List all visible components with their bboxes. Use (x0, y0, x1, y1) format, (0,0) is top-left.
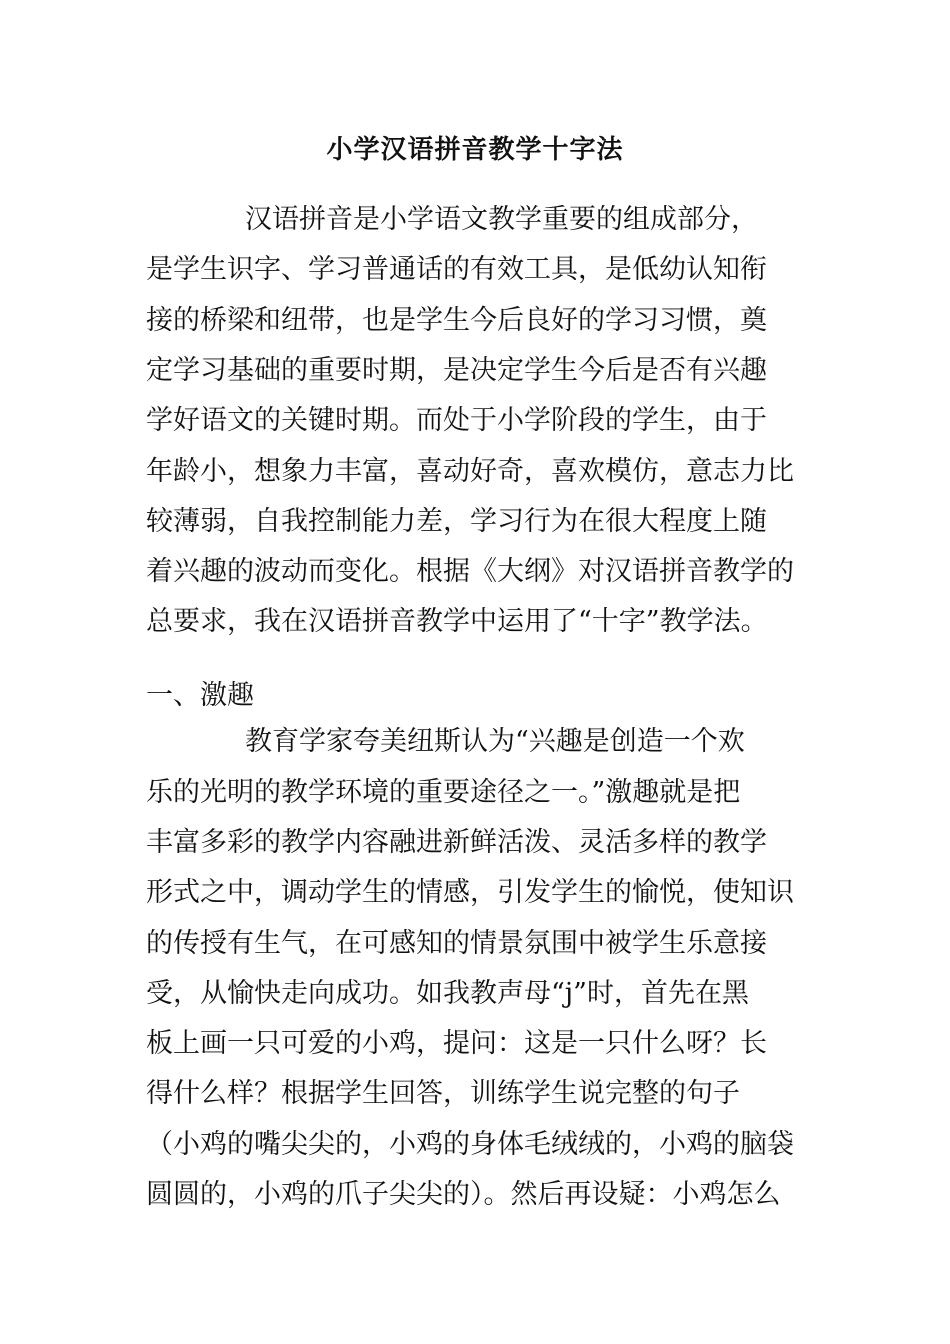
intro-line-1: 汉语拼音是小学语文教学重要的组成部分， (245, 204, 758, 235)
section-line-6: 受，从愉快走向成功。如我教声母“j”时，首先在黑 (146, 978, 749, 1009)
intro-line-6: 年龄小，想象力丰富，喜动好奇，喜欢模仿，意志力比 (146, 456, 794, 487)
intro-line-9: 总要求，我在汉语拼音教学中运用了“十字”教学法。 (146, 606, 768, 637)
section-line-4: 形式之中，调动学生的情感，引发学生的愉悦，使知识 (146, 877, 794, 908)
intro-line-7: 较薄弱，自我控制能力差，学习行为在很大程度上随 (146, 506, 767, 537)
section-line-10: 圆圆的，小鸡的爪子尖尖的）。然后再设疑：小鸡怎么 (146, 1179, 781, 1210)
section-heading: 一、激趣 (146, 680, 254, 711)
document-title: 小学汉语拼音教学十字法 (326, 135, 624, 165)
intro-line-4: 定学习基础的重要时期，是决定学生今后是否有兴趣 (146, 355, 767, 386)
section-line-5: 的传授有生气，在可感知的情景氛围中被学生乐意接 (146, 928, 767, 959)
section-line-2: 乐的光明的教学环境的重要途径之一。”激趣就是把 (146, 777, 741, 808)
section-line-1: 教育学家夸美纽斯认为“兴趣是创造一个欢 (245, 726, 745, 757)
intro-line-3: 接的桥梁和纽带，也是学生今后良好的学习习惯，奠 (146, 305, 767, 336)
intro-line-5: 学好语文的关键时期。而处于小学阶段的学生，由于 (146, 405, 767, 436)
intro-line-2: 是学生识字、学习普通话的有效工具，是低幼认知衔 (146, 254, 767, 285)
section-line-7: 板上画一只可爱的小鸡，提问：这是一只什么呀？长 (146, 1028, 767, 1059)
section-line-8: 得什么样？根据学生回答，训练学生说完整的句子 (146, 1078, 740, 1109)
intro-line-8: 着兴趣的波动而变化。根据《大纲》对汉语拼音教学的 (146, 556, 794, 587)
section-line-9: （小鸡的嘴尖尖的，小鸡的身体毛绒绒的，小鸡的脑袋 (146, 1129, 794, 1160)
section-line-3: 丰富多彩的教学内容融进新鲜活泼、灵活多样的教学 (146, 827, 767, 858)
